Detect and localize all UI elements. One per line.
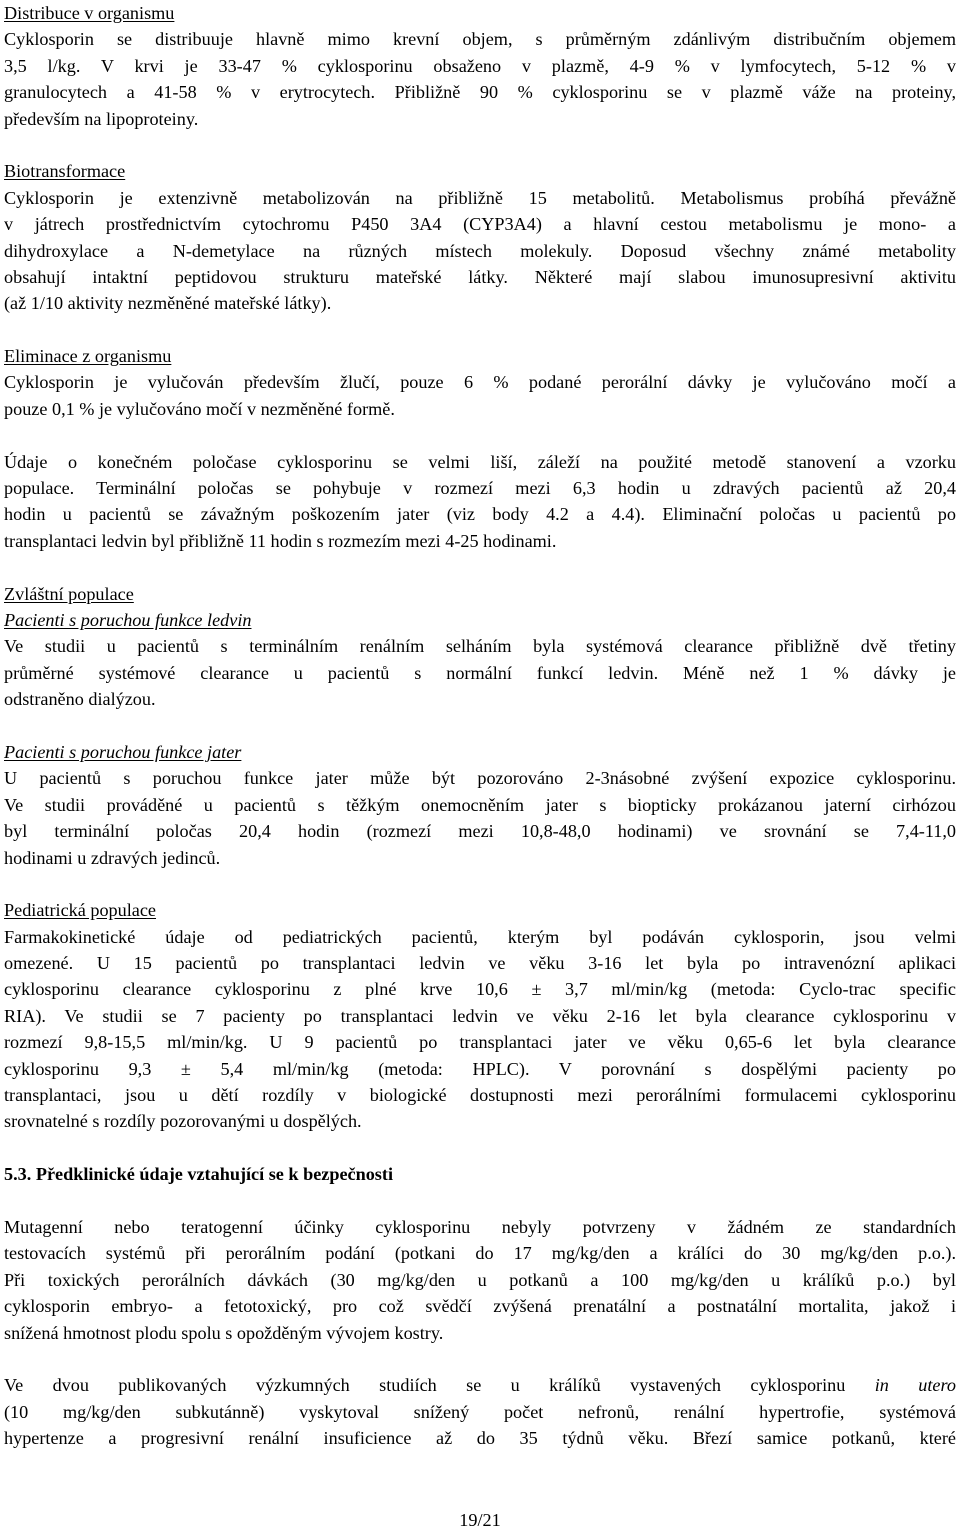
text-line: pouze 0,1 % je vylučováno močí v nezměněné formě. [4,398,395,419]
text-line: Mutagenní nebo teratogenní účinky cyklosporinu nebyly potvrzeny v žádném ze standardních [4,1216,956,1237]
text-line: Cyklosporin se distribuuje hlavně mimo krevní objem, s průměrným zdánlivým distribučním objemem [4,29,956,50]
text-line: odstraněno dialýzou. [4,689,156,710]
text-line: především na lipoproteiny. [4,108,199,129]
section-heading-zvlastni-populace: Zvláštní populace [4,583,134,604]
text-line: hodinami u zdravých jedinců. [4,847,221,868]
section-heading-eliminace: Eliminace z organismu [4,346,172,367]
text-line: RIA). Ve studii se 7 pacienty po transplantaci ledvin ve věku 2-16 let byla clearance cyklosporinu v [4,1005,956,1026]
text-line [4,1372,956,1398]
text-line: hodin u pacientů se závažným poškozením jater (viz body 4.2 a 4.4). Eliminační poločas u pacientů po [4,504,956,525]
text-line: Cyklosporin je vylučován především žlučí, pouze 6 % podané perorální dávky je vylučováno močí a [4,372,956,393]
text-line: Farmakokinetické údaje od pediatrických pacientů, kterým byl podáván cyklosporin, jsou velmi [4,926,956,947]
text-line: cyklosporinu 9,3 ± 5,4 ml/min/kg (metoda: HPLC). V porovnání s dospělými pacienty po [4,1058,956,1079]
text-line: granulocytech a 41-58 % v erytrocytech. Přibližně 90 % cyklosporinu se v plazmě váže na proteiny, [4,82,956,103]
page-number: 19/21 [459,1510,501,1530]
section-pediatricka-populace [4,897,956,1135]
text-line: hypertenze a progresivní renální insuficience až do 35 týdnů věku. Březí samice potkanů, které [4,1428,956,1449]
text-line: (10 mg/kg/den subkutánně) vyskytoval snížený počet nefronů, renální hypertrofie, systémová [4,1401,956,1422]
text-segment: Ve dvou publikovaných výzkumných studiích se u králíků vystavených cyklosporinu [4,1375,875,1396]
text-line: 3,5 l/kg. V krvi je 33-47 % cyklosporinu obsaženo v plazmě, 4-9 % v lymfocytech, 5-12 % v [4,55,956,76]
section-5-3 [4,1161,956,1451]
text-line: snížená hmotnost plodu spolu s opožděným vývojem kostry. [4,1322,444,1343]
subsection-heading-jater: Pacienti s poruchou funkce jater [4,741,242,762]
text-line: byl terminální poločas 20,4 hodin (rozmezí mezi 10,8-48,0 hodinami) ve srovnání se 7,4-11,0 [4,821,956,842]
text-line: v játrech prostřednictvím cytochromu P450 3A4 (CYP3A4) a hlavní cestou metabolismu je mono- a [4,214,956,235]
text-line: omezené. U 15 pacientů po transplantaci ledvin ve věku 3-16 let byla po intravenózní aplikaci [4,953,956,974]
section-biotransformace [4,158,956,316]
text-line: (až 1/10 aktivity nezměněné mateřské látky). [4,293,332,314]
text-line: srovnatelné s rozdíly pozorovanými u dospělých. [4,1111,362,1132]
text-line: dihydroxylace a N-demetylace na různých místech molekuly. Doposud všechny známé metabolity [4,240,956,261]
text-line: cyklosporin embryo- a fetotoxický, pro což svědčí zvýšená prenatální a postnatální mortalita, jakož i [4,1296,956,1317]
text-line: rozmezí 9,8-15,5 ml/min/kg. U 9 pacientů po transplantaci jater ve věku 0,65-6 let byla clearance [4,1032,956,1053]
text-line: obsahují intaktní peptidovou strukturu mateřské látky. Některé mají slabou imunosupresivní aktivitu [4,266,956,287]
section-eliminace [4,343,956,554]
text-segment-italic: in utero [874,1375,956,1396]
section-distribuce [4,0,956,132]
text-line: transplantaci ledvin byl přibližně 11 hodin s rozmezím mezi 4-25 hodinami. [4,530,557,551]
text-line: Při toxických perorálních dávkách (30 mg/kg/den u potkanů a 100 mg/kg/den u králíků p.o.) byl [4,1269,956,1290]
text-line: cyklosporinu clearance cyklosporinu z plné krve 10,6 ± 3,7 ml/min/kg (metoda: Cyclo-trac specific [4,979,956,1000]
section-zvlastni-populace [4,581,956,871]
document-page [4,0,956,1451]
text-line: transplantaci, jsou u dětí rozdíly v biologické dostupnosti mezi perorálními formulacemi cyklosporinu [4,1085,956,1106]
section-heading-biotransformace: Biotransformace [4,161,126,182]
section-heading-pediatricka: Pediatrická populace [4,900,157,921]
text-line: průměrné systémové clearance u pacientů s normální funkcí ledvin. Méně než 1 % dávky je [4,662,956,683]
text-line: Ve studii prováděné u pacientů s těžkým onemocněním jater s biopticky prokázanou jaterní cirhózou [4,794,956,815]
text-line: U pacientů s poruchou funkce jater může být pozorováno 2-3násobné zvýšení expozice cyklosporinu. [4,768,956,789]
text-line: Ve studii u pacientů s terminálním renálním selháním byla systémová clearance přibližně dvě třetiny [4,636,956,657]
text-line: Cyklosporin je extenzivně metabolizován na přibližně 15 metabolitů. Metabolismus probíhá převážně [4,187,956,208]
subsection-heading-ledviny: Pacienti s poruchou funkce ledvin [4,609,252,630]
text-line: testovacích systémů při perorálním podání (potkani do 17 mg/kg/den a králíci do 30 mg/kg/den p.o.). [4,1243,956,1264]
section-heading-5-3: 5.3. Předklinické údaje vztahující se k bezpečnosti [4,1164,393,1185]
text-line: populace. Terminální poločas se pohybuje v rozmezí mezi 6,3 hodin u zdravých pacientů až 20,4 [4,478,956,499]
section-heading-distribuce: Distribuce v organismu [4,3,175,23]
text-line: Údaje o konečném poločase cyklosporinu se velmi liší, záleží na použité metodě stanovení a vzorku [4,451,956,472]
